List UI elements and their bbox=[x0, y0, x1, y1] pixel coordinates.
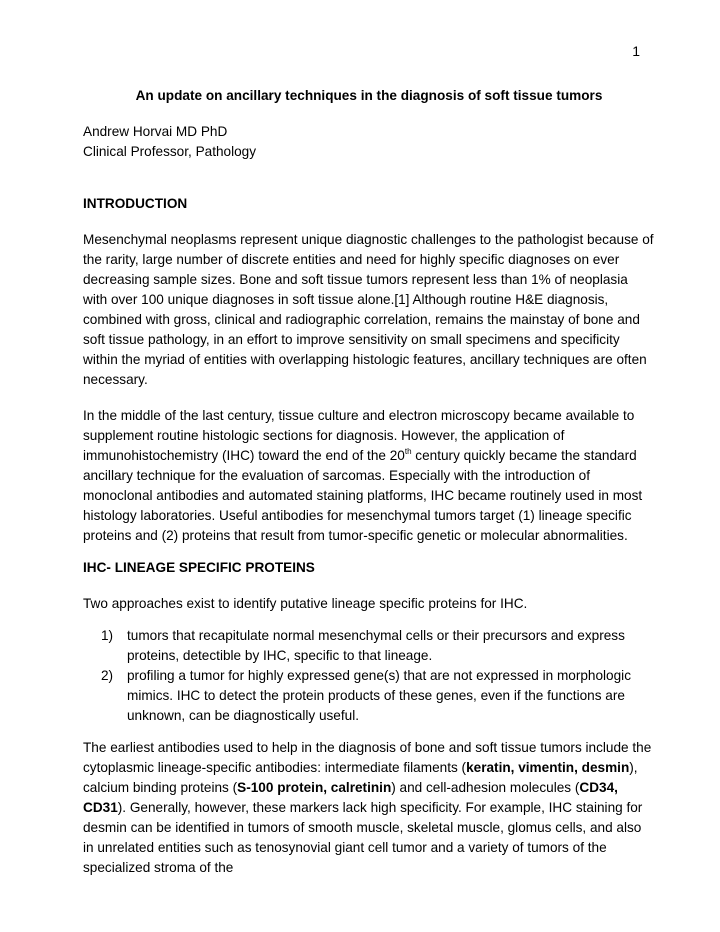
intro-paragraph-1: Mesenchymal neoplasms represent unique diagnostic challenges to the pathologist because of the rarity, large number of discrete entities and need for highly specific diagnoses on ever decreasing sample sizes. Bone and soft tissue tumors represent less than 1% of neoplasia with over 100 unique diagnoses in soft tissue alone.[1] Although routine H&E diagnosis, combined with gross, clinical and radiographic correlation, remains the mainstay of bone and soft tissue pathology, in an effort to improve sensitivity on small specimens and specificity within the myriad of entities with overlapping histologic features, ancillary techniques are often necessary. bbox=[83, 232, 654, 387]
intro-paragraph-2-text-b: century quickly became the standard ancillary technique for the evaluation of sarcomas. Especially with the introduction of monoclonal antibodies and automated staining platforms, IHC became routinely used in most histology laboratories. Useful antibodies for mesenchymal tumors target (1) lineage specific proteins and (2) proteins that result from tumor-specific genetic or molecular abnormalities. bbox=[83, 448, 643, 543]
ihc-bold-3: CD34, CD31 bbox=[83, 780, 618, 815]
ihc-text-1: The earliest antibodies used to help in the diagnosis of bone and soft tissue tumors include the cytoplasmic lineage-specific antibodies: intermediate filaments ( bbox=[83, 740, 652, 775]
list-number: 2) bbox=[101, 668, 114, 683]
author-role: Clinical Professor, Pathology bbox=[83, 144, 257, 159]
superscript-th: th bbox=[404, 447, 412, 456]
list-item bbox=[83, 626, 655, 666]
page-number: 1 bbox=[632, 43, 640, 59]
ihc-text-2: ), calcium binding proteins ( bbox=[83, 760, 638, 795]
ihc-bold-1: keratin, vimentin, desmin bbox=[466, 760, 630, 775]
section-heading-introduction: INTRODUCTION bbox=[83, 196, 188, 211]
section-heading-ihc: IHC- LINEAGE SPECIFIC PROTEINS bbox=[83, 560, 315, 575]
approach-list bbox=[83, 626, 655, 726]
ihc-paragraph bbox=[83, 738, 655, 878]
intro-paragraph-2 bbox=[83, 406, 655, 546]
ihc-text-4: ). Generally, however, these markers lack high specificity. For example, IHC staining for desmin can be identified in tumors of smooth muscle, skeletal muscle, glomus cells, and also in unrelated entities such as tenosynovial giant cell tumor and a variety of tumors of the specialized stroma of the bbox=[83, 800, 643, 875]
ihc-intro: Two approaches exist to identify putative lineage specific proteins for IHC. bbox=[83, 596, 528, 611]
author-name: Andrew Horvai MD PhD bbox=[83, 124, 228, 139]
intro-paragraph-2-text-a: In the middle of the last century, tissue culture and electron microscopy became available to supplement routine histologic sections for diagnosis. However, the application of immunohistochemistry (IHC) toward the end of the 20 bbox=[83, 408, 635, 463]
list-number: 1) bbox=[101, 628, 114, 643]
document-body bbox=[83, 86, 655, 878]
list-item bbox=[83, 666, 655, 726]
ihc-text-3: ) and cell-adhesion molecules ( bbox=[391, 780, 580, 795]
document-title: An update on ancillary techniques in the diagnosis of soft tissue tumors bbox=[135, 88, 603, 103]
ihc-bold-2: S-100 protein, calretinin bbox=[237, 780, 392, 795]
list-text: profiling a tumor for highly expressed gene(s) that are not expressed in morphologic mimics. IHC to detect the protein products of these genes, even if the functions are unknown, can be diagnostically useful. bbox=[127, 668, 631, 723]
list-text: tumors that recapitulate normal mesenchymal cells or their precursors and express proteins, detectible by IHC, specific to that lineage. bbox=[127, 628, 625, 663]
